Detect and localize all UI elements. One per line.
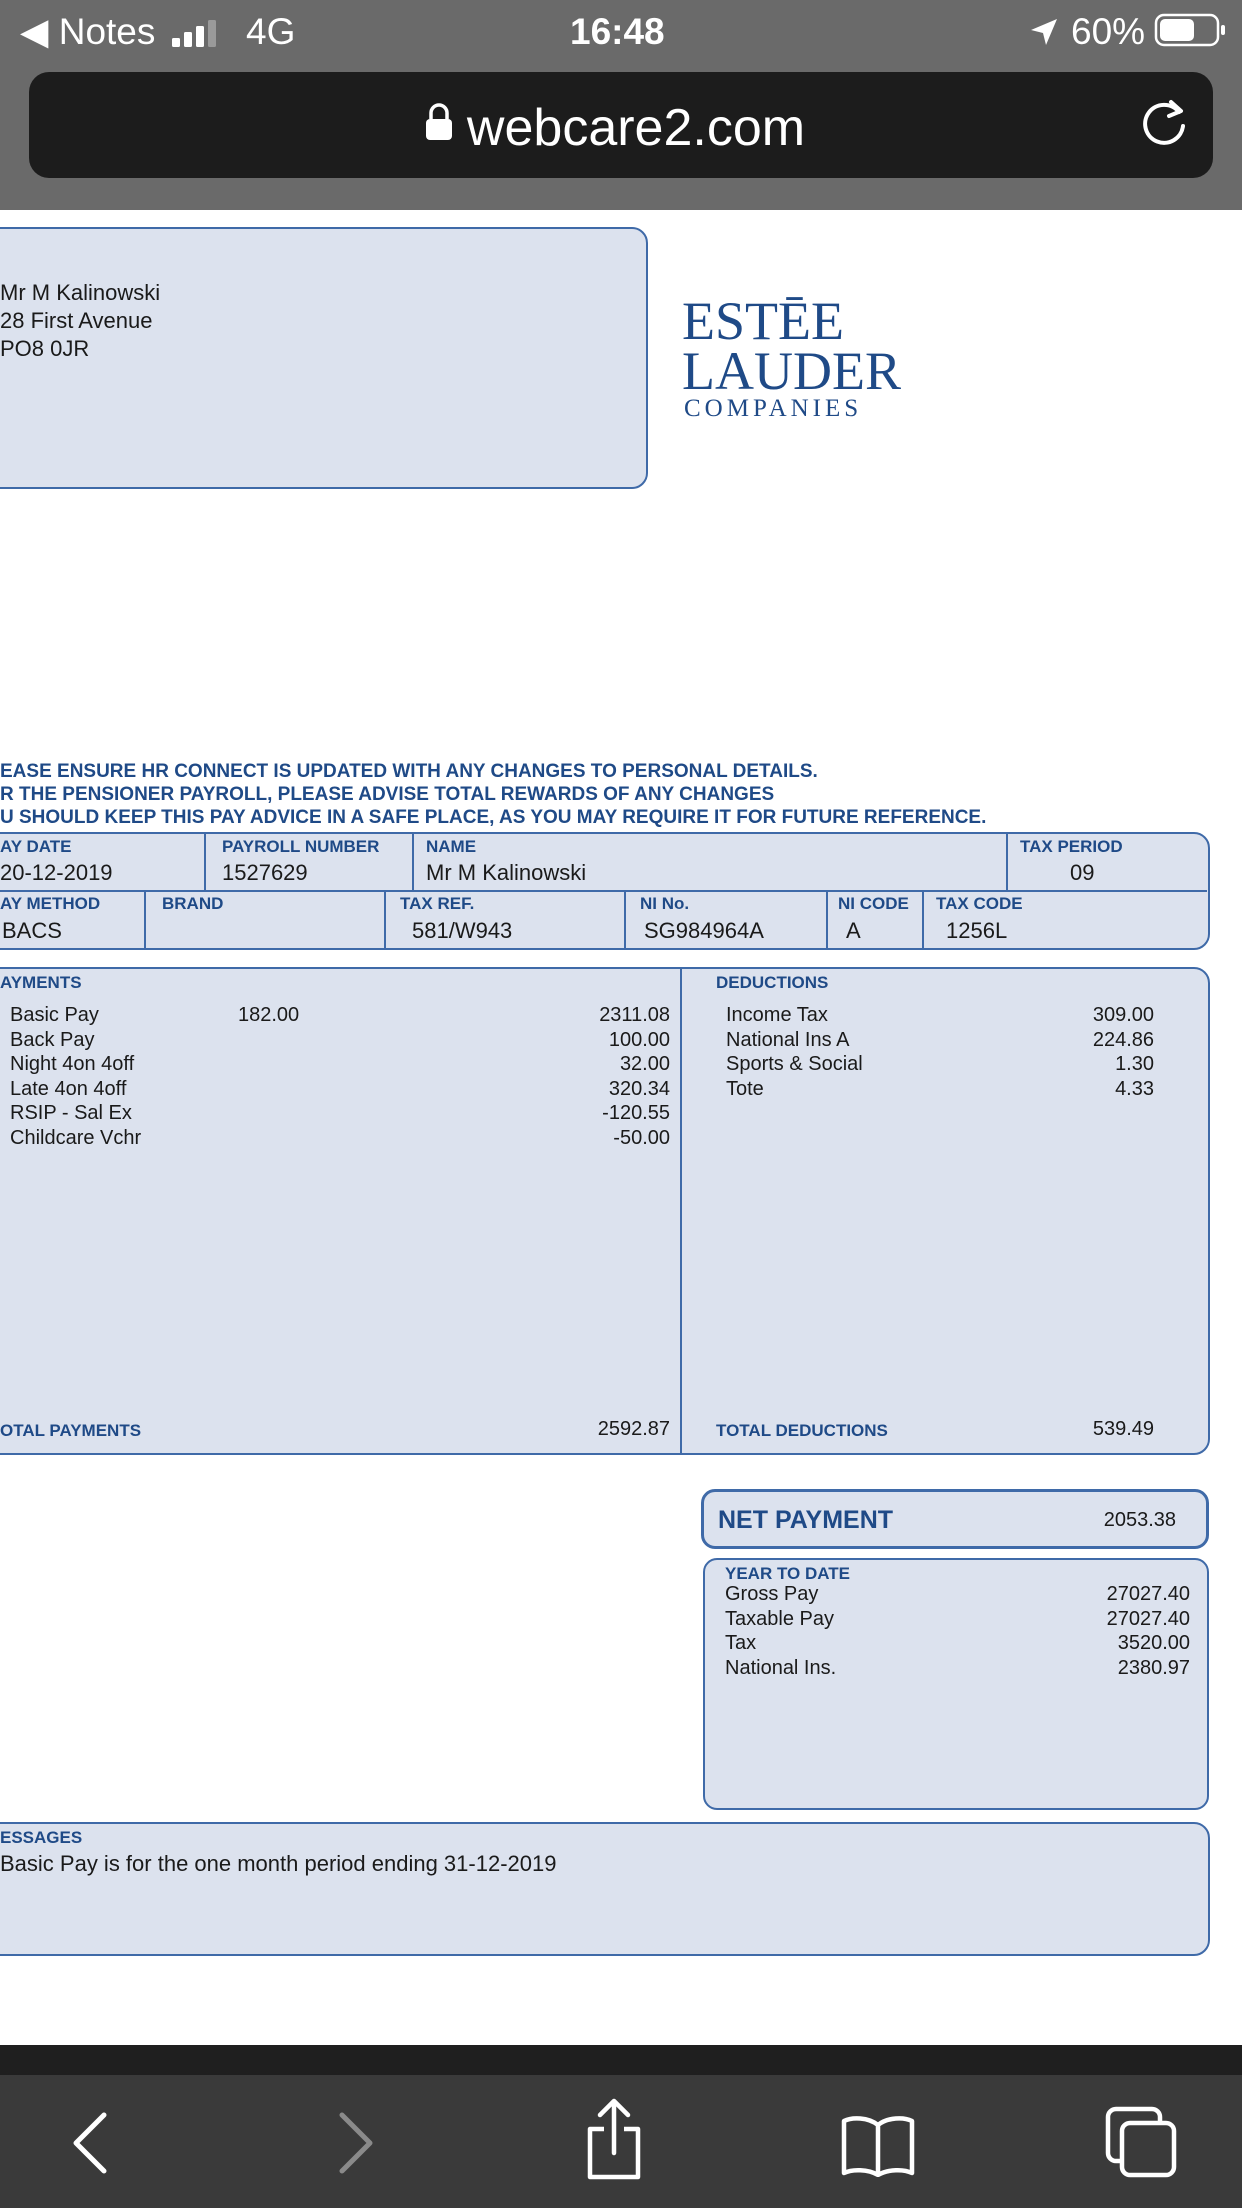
ytd-list: [725, 1582, 1190, 1680]
logo-line-3: COMPANIES: [684, 395, 863, 422]
clock: 16:48: [570, 11, 665, 52]
browser-toolbar: [0, 2075, 1242, 2208]
list-item: [726, 1003, 1154, 1028]
total-deductions-label: TOTAL DEDUCTIONS: [716, 1421, 888, 1440]
network-type: 4G: [246, 11, 296, 52]
payment-desc: Back Pay: [10, 1028, 95, 1051]
payment-amount: -120.55: [602, 1102, 670, 1124]
payments-label: AYMENTS: [0, 973, 82, 992]
tax-code: 1256L: [946, 918, 1008, 943]
tax-code-label: TAX CODE: [936, 894, 1023, 913]
divider: [826, 890, 828, 950]
address-bar[interactable]: [29, 72, 1213, 178]
signal-icon: [170, 18, 222, 53]
deduction-amount: 1.30: [1115, 1053, 1154, 1075]
brand-label: BRAND: [162, 894, 224, 913]
deduction-desc: Tote: [726, 1077, 764, 1100]
divider: [204, 834, 206, 890]
tax-period: 09: [1070, 860, 1095, 885]
name-label: NAME: [426, 837, 477, 856]
ytd-desc: Gross Pay: [725, 1583, 819, 1605]
employee-name: Mr M Kalinowski: [426, 860, 587, 885]
divider: [144, 890, 146, 950]
tax-ref-label: TAX REF.: [400, 894, 475, 913]
list-item: [10, 1003, 670, 1028]
total-payments: 2592.87: [597, 1418, 670, 1440]
divider: [0, 890, 1207, 892]
list-item: [10, 1028, 670, 1053]
payroll-number-label: PAYROLL NUMBER: [222, 837, 380, 856]
payment-desc: Night 4on 4off: [10, 1053, 135, 1075]
bookmarks-icon[interactable]: [840, 2115, 916, 2182]
payment-desc: Late 4on 4off: [10, 1077, 127, 1100]
pay-date-label: AY DATE: [0, 837, 72, 856]
messages-box: [0, 1822, 1210, 1956]
deduction-amount: 309.00: [1092, 1004, 1154, 1026]
deductions-list: [726, 1003, 1154, 1101]
year-to-date-box: [703, 1558, 1209, 1810]
list-item: [725, 1656, 1190, 1681]
browser-chrome: [0, 0, 1242, 210]
total-deductions: 539.49: [1092, 1418, 1154, 1440]
deduction-desc: National Ins A: [726, 1028, 850, 1051]
ni-code-label: NI CODE: [838, 894, 909, 913]
ytd-amount: 2380.97: [1117, 1656, 1190, 1679]
ni-number-label: NI No.: [640, 894, 690, 913]
divider: [1006, 834, 1008, 890]
payment-desc: Childcare Vchr: [10, 1126, 142, 1149]
list-item: [725, 1582, 1190, 1607]
back-to-notes[interactable]: ◀ Notes: [20, 11, 156, 52]
payment-amount: -50.00: [613, 1126, 670, 1149]
net-payment-box: [701, 1489, 1209, 1549]
payment-desc: RSIP - Sal Ex: [10, 1102, 132, 1124]
share-icon[interactable]: [582, 2097, 646, 2186]
ytd-label: YEAR TO DATE: [725, 1564, 850, 1583]
deduction-amount: 4.33: [1115, 1077, 1154, 1100]
deduction-desc: Income Tax: [726, 1004, 828, 1026]
divider: [680, 969, 682, 1453]
ni-number: SG984964A: [644, 918, 764, 943]
ytd-amount: 3520.00: [1117, 1632, 1190, 1654]
list-item: [726, 1052, 1154, 1077]
payments-list: [10, 1003, 670, 1150]
location-arrow-icon: [1028, 16, 1060, 53]
divider: [412, 834, 414, 890]
deduction-amount: 224.86: [1092, 1028, 1154, 1051]
battery-percent: 60%: [1071, 11, 1146, 52]
payment-amount: 2311.08: [599, 1004, 670, 1026]
divider: [922, 890, 924, 950]
messages-label: ESSAGES: [0, 1828, 83, 1847]
payments-deductions-box: [0, 967, 1210, 1455]
url-text: webcare2.com: [466, 99, 806, 157]
message-text: Basic Pay is for the one month period ending 31-12-2019: [0, 1851, 557, 1876]
back-icon[interactable]: [66, 2111, 116, 2180]
deductions-label: DEDUCTIONS: [716, 973, 829, 992]
notice-line-1: EASE ENSURE HR CONNECT IS UPDATED WITH ANY CHANGES TO PERSONAL DETAILS.: [0, 761, 818, 782]
reload-icon[interactable]: [1137, 96, 1193, 157]
logo-line-1: ESTĒE: [682, 291, 844, 351]
list-item: [10, 1101, 670, 1126]
notice-line-2: R THE PENSIONER PAYROLL, PLEASE ADVISE TOTAL REWARDS OF ANY CHANGES: [0, 784, 775, 805]
list-item: [726, 1028, 1154, 1053]
ni-code: A: [846, 918, 861, 943]
divider: [624, 890, 626, 950]
employee-details-box: [0, 832, 1210, 950]
divider: [384, 890, 386, 950]
pay-method: BACS: [2, 918, 62, 943]
net-payment-label: NET PAYMENT: [718, 1506, 894, 1534]
ytd-desc: National Ins.: [725, 1656, 837, 1679]
payment-amount: 100.00: [608, 1028, 670, 1051]
tax-period-label: TAX PERIOD: [1020, 837, 1123, 856]
ytd-amount: 27027.40: [1106, 1607, 1190, 1630]
toolbar-shadow: [0, 2045, 1242, 2075]
logo-line-2: LAUDER: [682, 341, 901, 401]
list-item: [10, 1126, 670, 1151]
address-line-2: 28 First Avenue: [0, 308, 153, 333]
total-payments-label: OTAL PAYMENTS: [0, 1421, 142, 1440]
list-item: [725, 1631, 1190, 1656]
payment-amount: 32.00: [619, 1053, 670, 1075]
list-item: [725, 1607, 1190, 1632]
pay-date: 20-12-2019: [0, 860, 113, 885]
ytd-amount: 27027.40: [1106, 1583, 1190, 1605]
tabs-icon[interactable]: [1104, 2105, 1180, 2186]
net-payment-amount: 2053.38: [1103, 1509, 1176, 1531]
list-item: [10, 1077, 670, 1102]
payroll-number: 1527629: [222, 860, 308, 885]
ytd-desc: Taxable Pay: [725, 1607, 834, 1630]
battery-icon: [1154, 12, 1228, 53]
payment-amount: 320.34: [608, 1077, 670, 1100]
deduction-desc: Sports & Social: [726, 1053, 863, 1075]
address-box: [0, 227, 648, 489]
list-item: [726, 1077, 1154, 1102]
address-line-1: Mr M Kalinowski: [0, 280, 161, 305]
notice-line-3: U SHOULD KEEP THIS PAY ADVICE IN A SAFE PLACE, AS YOU MAY REQUIRE IT FOR FUTURE REFERENCE.: [0, 807, 987, 828]
ytd-desc: Tax: [725, 1632, 757, 1654]
forward-icon[interactable]: [330, 2111, 380, 2180]
company-logo: [682, 291, 901, 422]
address-line-3: PO8 0JR: [0, 336, 90, 361]
pay-method-label: AY METHOD: [0, 894, 101, 913]
payment-units: 182.00: [238, 1004, 300, 1026]
tax-ref: 581/W943: [412, 918, 513, 943]
list-item: [10, 1052, 670, 1077]
payment-desc: Basic Pay: [10, 1004, 99, 1026]
